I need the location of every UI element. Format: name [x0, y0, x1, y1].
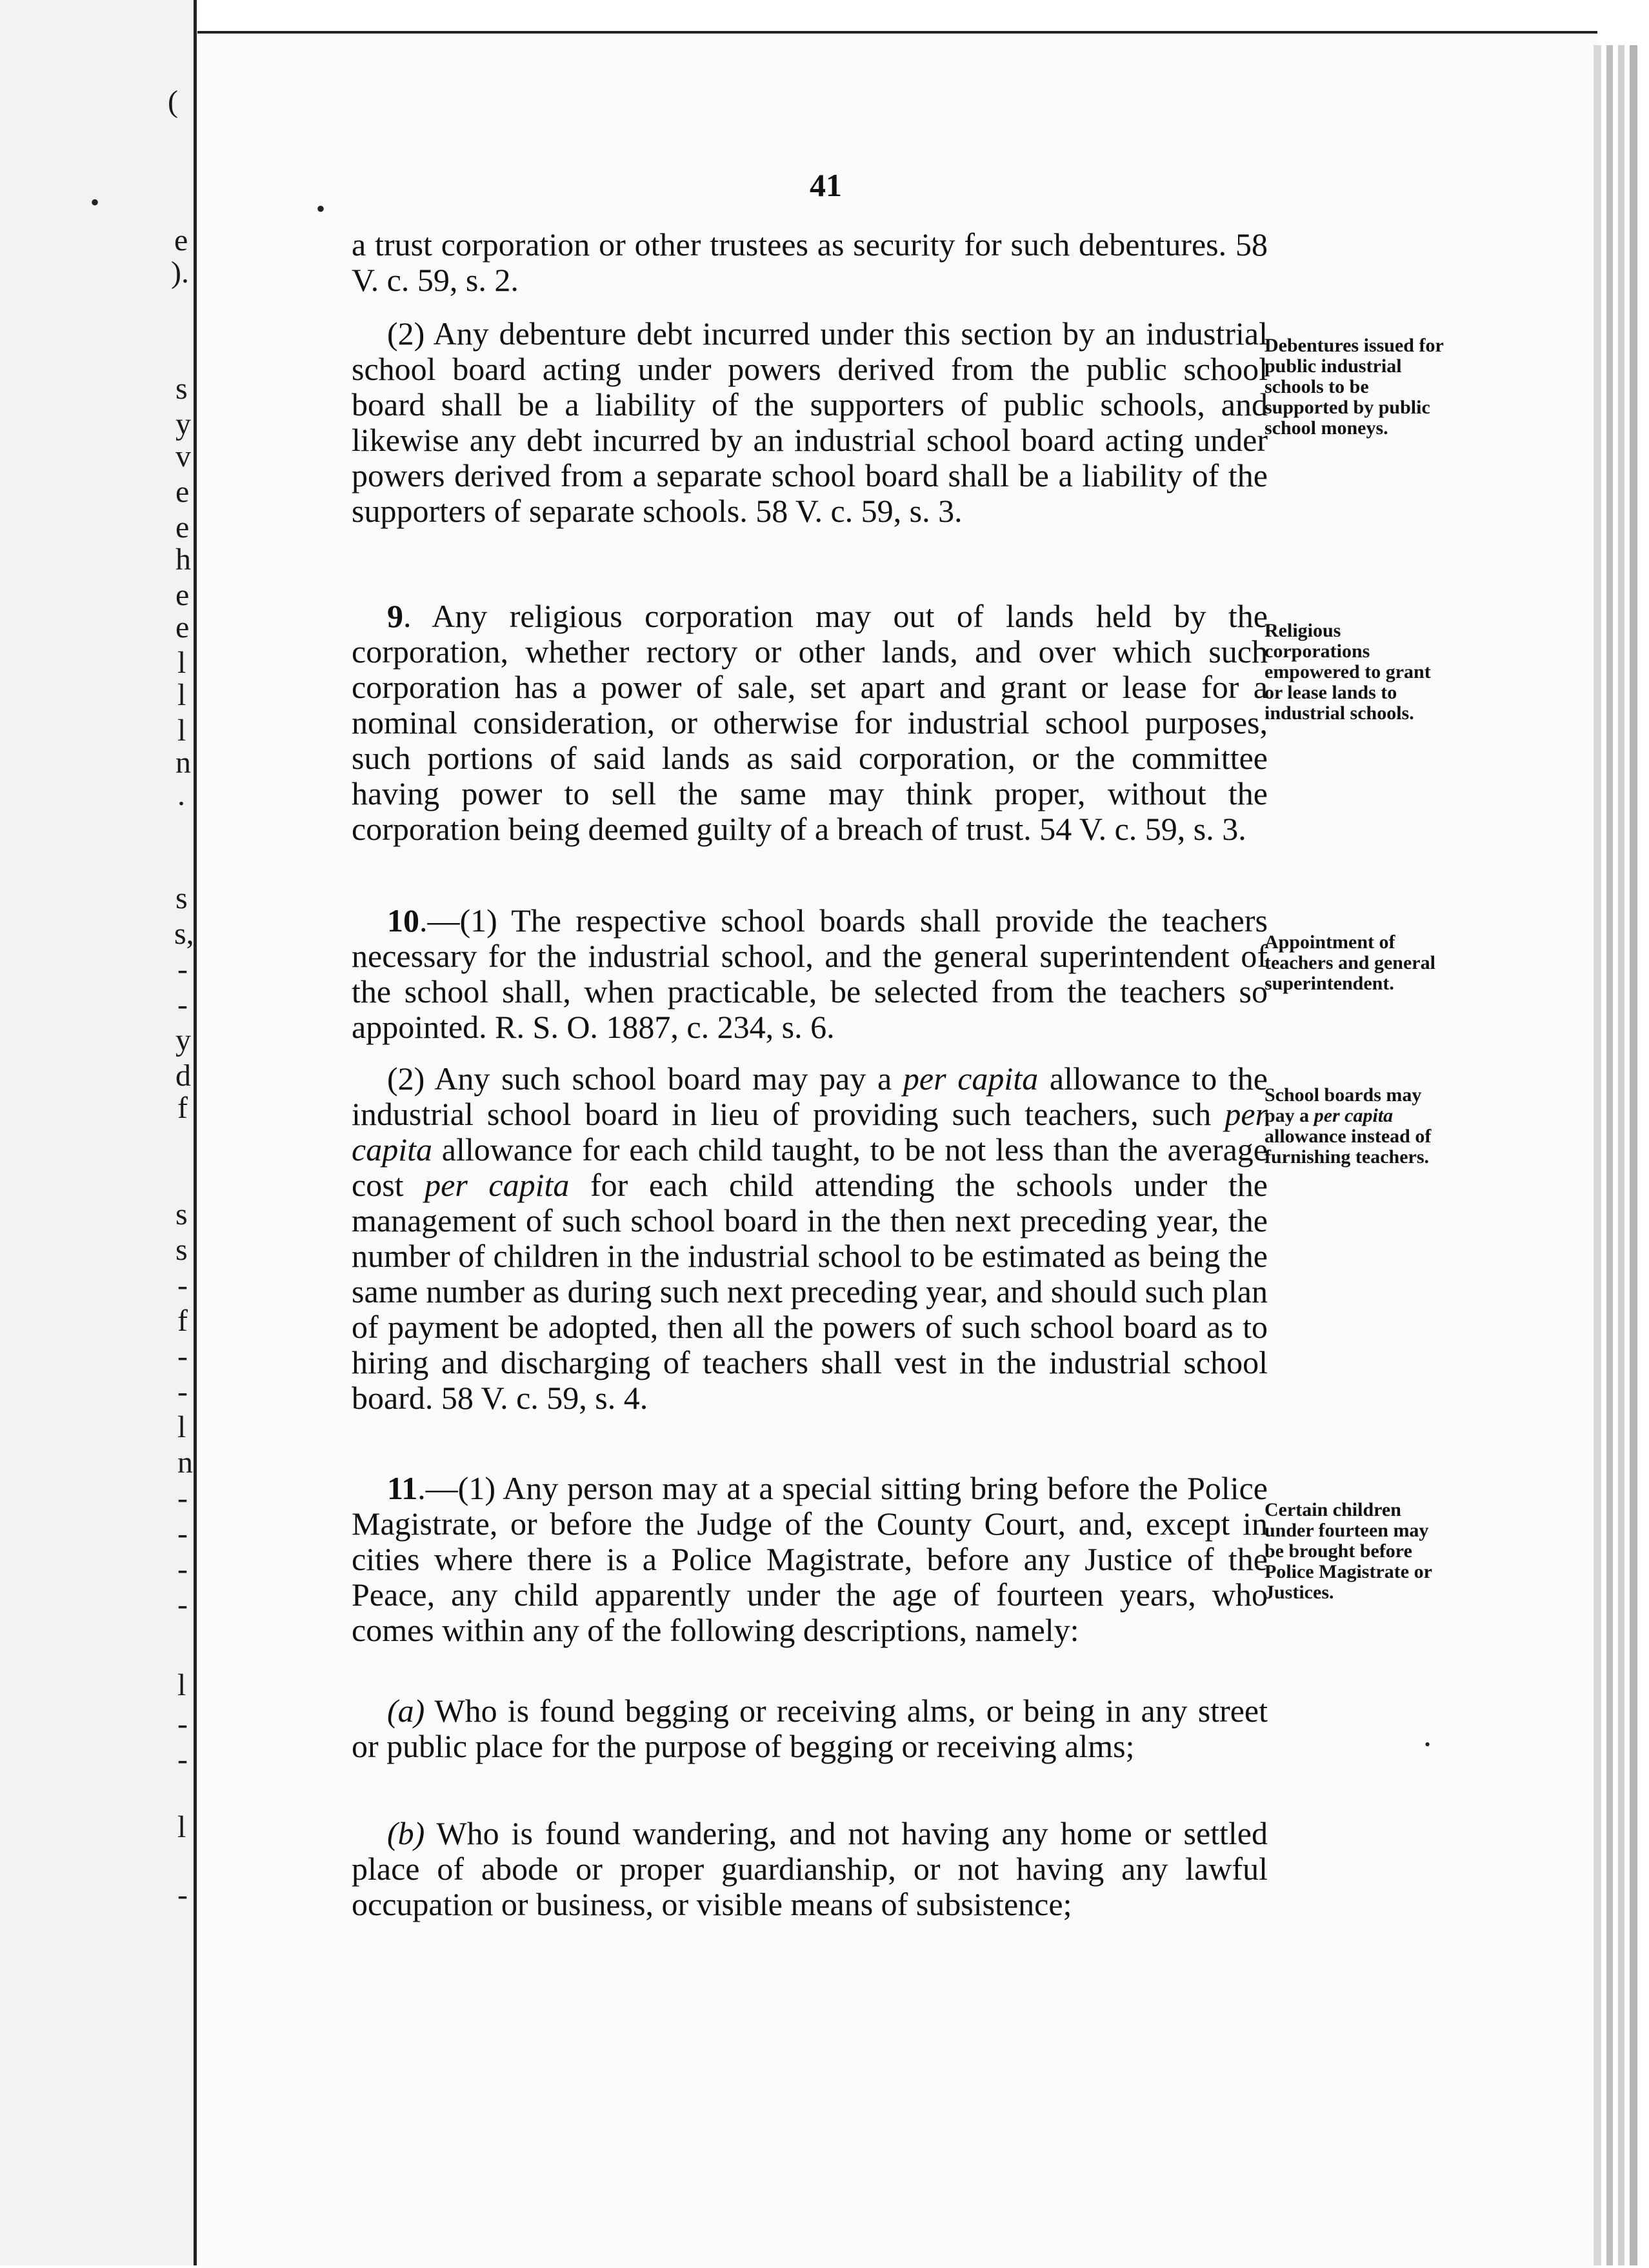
section-number: 11 — [387, 1470, 418, 1506]
paragraph-text: (2) Any debenture debt incurred under this section by an industrial school board acting under powers derived from the public school board shall be a liability of the supporters of public schools, and likewise any debt incurred by an industrial school board acting under powers derived from a separate school board shall be a liability of the supporters of separate schools. 58 V. c. 59, s. 3. — [352, 315, 1268, 529]
prev-edge-char: l — [177, 678, 186, 712]
prev-edge-char: - — [177, 988, 188, 1022]
prev-edge-char: e — [175, 578, 190, 612]
paragraph-text: (2) Any such school board may pay a — [387, 1060, 903, 1097]
prev-edge-char: l — [177, 646, 186, 680]
paragraph — [352, 903, 1268, 1045]
prev-edge-char: n — [177, 1446, 193, 1480]
paragraph — [352, 316, 1268, 529]
margin-note-text: School boards may pay a — [1264, 1084, 1422, 1126]
italic-term: per capita — [425, 1167, 570, 1203]
paragraph-text: Who is found begging or receiving alms, or being in any street or public place for the purpose of begging or receiving alms; — [352, 1693, 1268, 1764]
prev-edge-char: - — [177, 1707, 188, 1741]
paragraph — [352, 599, 1268, 847]
prev-edge-char: v — [175, 439, 191, 473]
prev-edge-char: n — [175, 746, 191, 780]
ink-speck: • — [90, 188, 100, 217]
page-edge-shadow — [1606, 45, 1613, 2265]
paragraph — [352, 227, 1268, 298]
prev-edge-char: f — [177, 1304, 188, 1338]
margin-note: Religious corporations empowered to grant or lease lands to industrial schools. — [1264, 620, 1431, 724]
ink-speck: • — [316, 194, 326, 223]
prev-edge-char: e — [174, 223, 188, 257]
paragraph-text: for each child attending the schools under the management of such school board in the then next preceding year, the number of children in the industrial school to be estimated as being the same number as during such next preceding year, and should such plan of payment be adopted, then all the powers of such school board as to hiring and discharging of teachers shall vest in the industrial school board. 58 V. c. 59, s. 4. — [352, 1167, 1268, 1416]
prev-edge-char: s — [175, 881, 188, 915]
prev-edge-char: l — [177, 1410, 186, 1444]
page-edge-shadow — [1630, 45, 1637, 2265]
clause-label: (a) — [387, 1693, 425, 1729]
prev-edge-char: d — [175, 1059, 191, 1093]
section-number: 10 — [387, 902, 419, 939]
paragraph-text: allowance to the industrial school board in lieu of providing such teachers, such — [352, 1060, 1268, 1132]
margin-note-italic: per capita — [1314, 1105, 1394, 1126]
italic-term: per capita — [352, 1096, 1268, 1168]
paragraph-text: . Any religious corporation may out of lands held by the corporation, whether rectory or other lands, and over which such corporation has a power of sale, set apart and grant or lease for a nominal consideration, or otherwise for industrial school purposes, such portions of said lands as said corporation, or the committee having power to sell the same may think proper, without the corporation being deemed guilty of a breach of trust. 54 V. c. 59, s. 3. — [352, 598, 1268, 847]
prev-edge-char: e — [175, 510, 190, 544]
margin-note: Certain children under fourteen may be brought before Police Magistrate or Justices. — [1264, 1499, 1432, 1603]
prev-edge-char: l — [177, 1668, 186, 1702]
prev-edge-char: - — [177, 1517, 188, 1551]
prev-edge-char: l — [177, 713, 186, 748]
prev-edge-char: y — [175, 1023, 191, 1057]
ink-speck: • — [1424, 1735, 1431, 1754]
clause-label: (b) — [387, 1815, 425, 1851]
margin-note — [1264, 1085, 1445, 1168]
margin-note: Debentures issued for public industrial schools to be supported by public school moneys. — [1264, 335, 1444, 439]
prev-edge-char: - — [177, 1878, 188, 1912]
prev-edge-char: - — [177, 1742, 188, 1776]
paragraph-text: .—(1) The respective school boards shall provide the teachers necessary for the industrial school, and the general superintendent of the school shall, when practicable, be selected from the teachers so appointed. R. S. O. 1887, c. 234, s. 6. — [352, 902, 1268, 1045]
prev-edge-char: . — [177, 778, 185, 812]
prev-edge-char: - — [177, 1552, 188, 1586]
prev-edge-char: y — [175, 407, 191, 441]
prev-edge-char: f — [177, 1091, 188, 1125]
paragraph-text: allowance for each child taught, to be not less than the average cost — [352, 1131, 1268, 1203]
paragraph — [352, 1816, 1268, 1922]
prev-edge-char: l — [177, 1810, 186, 1844]
prev-edge-char: - — [177, 1339, 188, 1373]
page-number: 41 — [810, 167, 842, 203]
paragraph — [352, 1061, 1268, 1416]
prev-edge-char: s — [175, 372, 188, 406]
previous-page-mark: ( — [168, 85, 178, 119]
paragraph — [352, 1693, 1268, 1764]
prev-edge-char: ). — [171, 255, 189, 290]
section-number: 9 — [387, 598, 403, 634]
prev-edge-char: h — [175, 542, 191, 577]
page-edge-shadow — [1594, 45, 1601, 2265]
page-edge-shadow — [1618, 45, 1624, 2265]
prev-edge-char: s — [175, 1197, 188, 1231]
prev-edge-char: - — [177, 1481, 188, 1515]
prev-edge-char: - — [177, 952, 188, 986]
prev-edge-char: s, — [174, 917, 194, 951]
prev-edge-char: - — [177, 1268, 188, 1302]
margin-note: Appointment of teachers and general superintendent. — [1264, 931, 1435, 994]
prev-edge-char: e — [175, 610, 190, 644]
prev-edge-char: - — [177, 1375, 188, 1409]
margin-note-text: allowance instead of furnishing teachers. — [1264, 1126, 1432, 1168]
prev-edge-char: e — [175, 475, 190, 509]
paragraph-text: a trust corporation or other trustees as security for such debentures. 58 V. c. 59, s. 2. — [352, 226, 1268, 298]
paragraph-text: .—(1) Any person may at a special sitting bring before the Police Magistrate, or before the Judge of the County Court, and, except in cities where there is a Police Magistrate, before any Justice of the Peace, any child apparently under the age of fourteen years, who comes within any of the following descriptions, namely: — [352, 1470, 1268, 1648]
previous-page-edge — [0, 0, 197, 2265]
paragraph — [352, 1471, 1268, 1648]
prev-edge-char: - — [177, 1587, 188, 1622]
italic-term: per capita — [903, 1060, 1039, 1097]
paragraph-text: Who is found wandering, and not having any home or settled place of abode or proper guardianship, or not having any lawful occupation or business, or visible means of subsistence; — [352, 1815, 1268, 1922]
prev-edge-char: s — [175, 1233, 188, 1267]
